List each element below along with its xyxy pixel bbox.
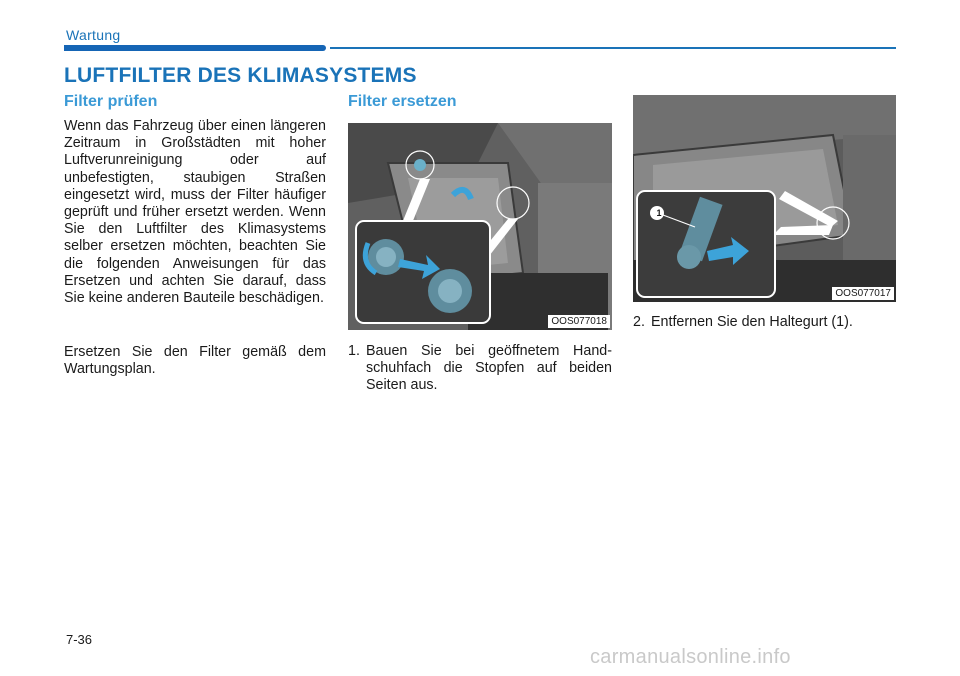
- page-number: 7-36: [66, 632, 93, 647]
- header-rule-thick: [64, 45, 326, 51]
- step-2-number: 2.: [633, 314, 645, 330]
- heading-filter-pruefen: Filter prüfen: [64, 93, 158, 110]
- step-1-text: Bauen Sie bei geöffnetem Hand-schuhfach die Stopfen auf beiden Seiten aus.: [366, 343, 612, 394]
- paragraph-intro: Wenn das Fahrzeug über einen längeren Zeitraum in Großstädten mit hoher Luftverunreinigung oder auf unbefestigten, staubigen Straßen eingesetzt wird, muss der Filter häufiger geprüft und früher ersetzt werden. Wenn Sie den Luftfilter des Klimasystems selber ersetzen möchten, beachten Sie die folgenden Anweisungen für das Ersetzen und achten Sie darauf, dass Sie keine anderen Bauteile beschädigen.: [64, 118, 326, 307]
- page-title: LUFTFILTER DES KLIMASYSTEMS: [64, 64, 417, 87]
- header-rule-thin: [330, 47, 896, 49]
- callout-number: 1: [656, 208, 662, 218]
- glovebox-stoppers-illustration: [348, 123, 612, 330]
- step-1: [348, 343, 612, 395]
- step-2-text: Entfernen Sie den Haltegurt (1).: [651, 314, 853, 330]
- step-2: [633, 314, 896, 331]
- figure-code-label: OOS077018: [548, 315, 610, 328]
- figure-retaining-strap: [633, 95, 896, 302]
- retaining-strap-illustration: [633, 95, 896, 302]
- step-1-number: 1.: [348, 343, 360, 359]
- figure-code-label: OOS077017: [832, 287, 894, 300]
- section-label: Wartung: [66, 27, 121, 43]
- heading-filter-ersetzen: Filter ersetzen: [348, 93, 457, 110]
- paragraph-schedule: Ersetzen Sie den Filter gemäß dem Wartungsplan.: [64, 344, 326, 378]
- watermark: carmanualsonline.info: [590, 646, 791, 668]
- figure-glovebox-stoppers: [348, 123, 612, 330]
